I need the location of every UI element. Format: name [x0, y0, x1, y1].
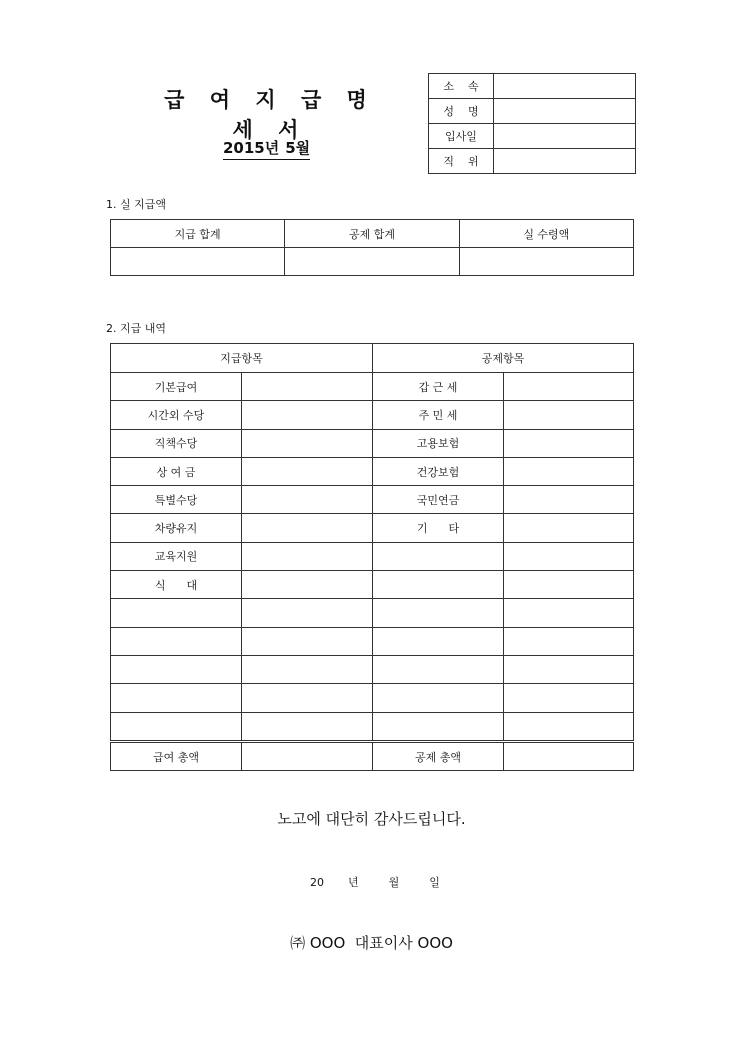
total-pay-label: 급여 총액 [111, 741, 242, 770]
pay-item-label: 차량유지 [111, 514, 242, 542]
date-year: 20 [310, 876, 324, 889]
detail-row [111, 542, 634, 570]
pay-item-amount[interactable] [242, 655, 373, 683]
header-total-pay: 지급 합계 [111, 220, 285, 248]
pay-item-amount[interactable] [242, 429, 373, 457]
pay-item-amount[interactable] [242, 712, 373, 741]
signature-line: ㈜ OOO 대표이사 OOO [290, 934, 453, 952]
detail-row [111, 429, 634, 457]
deduction-item-amount[interactable] [504, 486, 634, 514]
detail-row [111, 514, 634, 542]
header-net-pay: 실 수령액 [459, 220, 633, 248]
deduction-item-label: 기 타 [373, 514, 504, 542]
deduction-item-label [373, 627, 504, 655]
period-month: 5월 [285, 139, 311, 157]
pay-item-label [111, 627, 242, 655]
total-deduction-label: 공제 총액 [373, 741, 504, 770]
pay-item-label [111, 684, 242, 712]
value-net-pay[interactable] [459, 248, 633, 276]
section1-label: 1. 실 지급액 [106, 198, 166, 211]
pay-item-amount[interactable] [242, 684, 373, 712]
pay-item-label: 식 대 [111, 571, 242, 599]
info-label: 성 명 [429, 99, 494, 124]
pay-item-amount[interactable] [242, 542, 373, 570]
pay-item-label [111, 655, 242, 683]
info-row-name [429, 99, 636, 124]
deduction-item-label: 국민연금 [373, 486, 504, 514]
detail-row [111, 486, 634, 514]
detail-row [111, 684, 634, 712]
info-label: 입사일 [429, 124, 494, 149]
pay-item-label: 기본급여 [111, 373, 242, 401]
detail-row [111, 712, 634, 741]
detail-row [111, 401, 634, 429]
pay-item-label: 교육지원 [111, 542, 242, 570]
detail-row [111, 627, 634, 655]
info-row-department [429, 74, 636, 99]
deduction-item-label [373, 684, 504, 712]
date-month-unit: 월 [388, 876, 400, 889]
pay-item-amount[interactable] [242, 599, 373, 627]
detail-row [111, 655, 634, 683]
deduction-item-label [373, 655, 504, 683]
deduction-item-amount[interactable] [504, 401, 634, 429]
period-year: 2015년 [223, 139, 280, 157]
deduction-item-amount[interactable] [504, 655, 634, 683]
info-value[interactable] [494, 74, 636, 99]
pay-detail-table [110, 343, 634, 771]
info-label: 소 속 [429, 74, 494, 99]
deduction-item-label [373, 712, 504, 741]
deduction-item-amount[interactable] [504, 542, 634, 570]
pay-item-amount[interactable] [242, 486, 373, 514]
header-total-deduction: 공제 합계 [285, 220, 459, 248]
total-deduction-amount[interactable] [504, 741, 634, 770]
deduction-item-amount[interactable] [504, 457, 634, 485]
deduction-item-label [373, 571, 504, 599]
deduction-item-amount[interactable] [504, 627, 634, 655]
info-row-position [429, 149, 636, 174]
pay-item-label: 상 여 금 [111, 457, 242, 485]
header-pay-items: 지급항목 [111, 344, 373, 373]
pay-item-label [111, 599, 242, 627]
deduction-item-amount[interactable] [504, 373, 634, 401]
value-total-pay[interactable] [111, 248, 285, 276]
section2-label: 2. 지급 내역 [106, 322, 166, 335]
date-line [310, 874, 440, 890]
header-deduction-items: 공제항목 [373, 344, 634, 373]
deduction-item-amount[interactable] [504, 429, 634, 457]
pay-item-amount[interactable] [242, 373, 373, 401]
value-total-deduction[interactable] [285, 248, 459, 276]
deduction-item-label [373, 599, 504, 627]
detail-row [111, 373, 634, 401]
deduction-item-label: 건강보험 [373, 457, 504, 485]
pay-period [223, 137, 310, 160]
net-pay-table [110, 219, 634, 276]
pay-item-amount[interactable] [242, 514, 373, 542]
info-value[interactable] [494, 99, 636, 124]
pay-item-amount[interactable] [242, 457, 373, 485]
pay-item-label [111, 712, 242, 741]
deduction-item-amount[interactable] [504, 599, 634, 627]
pay-item-amount[interactable] [242, 571, 373, 599]
deduction-item-amount[interactable] [504, 571, 634, 599]
date-year-unit: 년 [348, 876, 359, 889]
deduction-item-amount[interactable] [504, 712, 634, 741]
deduction-item-amount[interactable] [504, 514, 634, 542]
net-pay-value-row [111, 248, 634, 276]
date-day-unit: 일 [429, 876, 440, 889]
deduction-item-label: 고용보험 [373, 429, 504, 457]
detail-row [111, 571, 634, 599]
deduction-item-amount[interactable] [504, 684, 634, 712]
deduction-item-label: 주 민 세 [373, 401, 504, 429]
document-title: 급 여 지 급 명 세 서 [164, 88, 376, 142]
pay-item-label: 직책수당 [111, 429, 242, 457]
info-value[interactable] [494, 149, 636, 174]
detail-total-row [111, 741, 634, 770]
deduction-item-label: 갑 근 세 [373, 373, 504, 401]
info-row-hire-date [429, 124, 636, 149]
total-pay-amount[interactable] [242, 741, 373, 770]
pay-item-label: 특별수당 [111, 486, 242, 514]
pay-item-amount[interactable] [242, 401, 373, 429]
pay-item-amount[interactable] [242, 627, 373, 655]
detail-row [111, 457, 634, 485]
thanks-message: 노고에 대단히 감사드립니다. [277, 810, 466, 828]
detail-row [111, 599, 634, 627]
employee-info-table [428, 73, 636, 174]
info-label: 직 위 [429, 149, 494, 174]
pay-item-label: 시간외 수당 [111, 401, 242, 429]
detail-header-row [111, 344, 634, 373]
info-value[interactable] [494, 124, 636, 149]
net-pay-header-row [111, 220, 634, 248]
deduction-item-label [373, 542, 504, 570]
